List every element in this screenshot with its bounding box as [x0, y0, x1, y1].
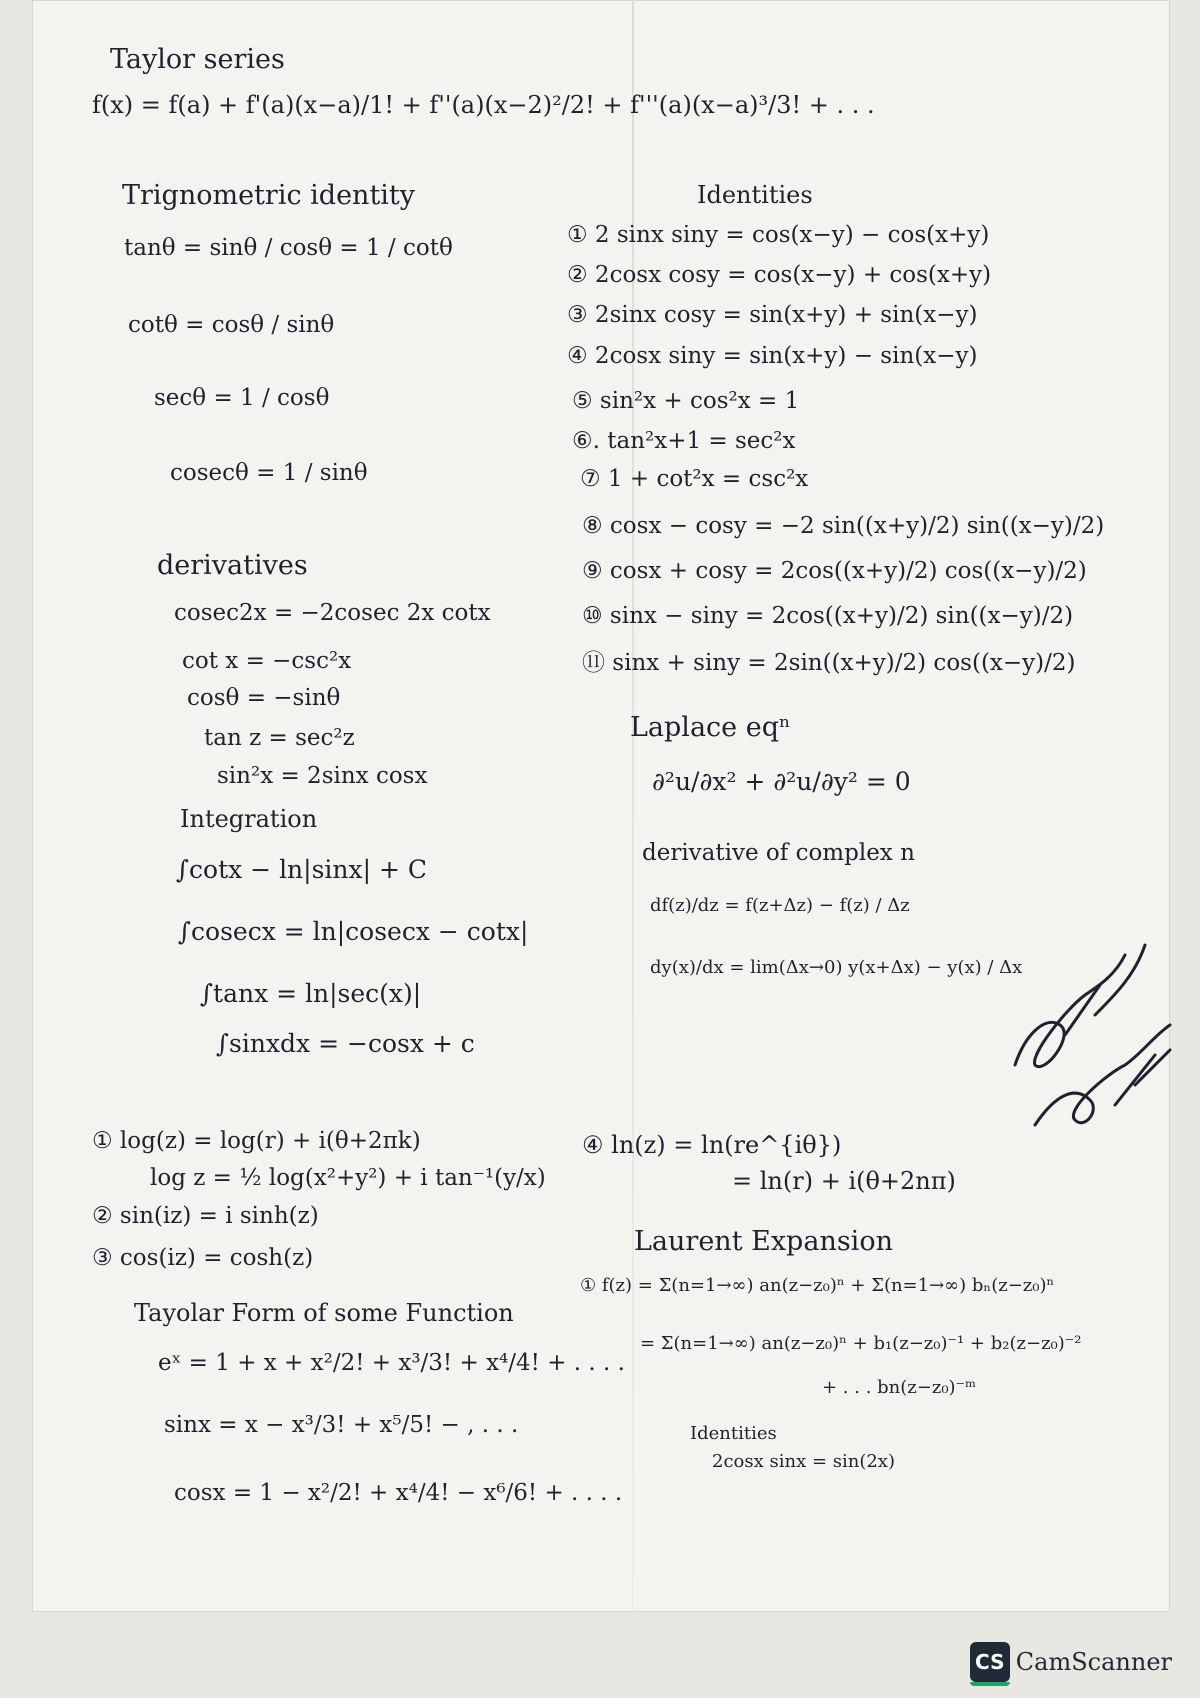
identity-9: ⑨ cosx + cosy = 2cos((x+y)/2) cos((x−y)/2)	[582, 558, 1087, 584]
integration-line-3: ∫tanx = ln|sec(x)|	[200, 979, 422, 1008]
derivative-line-2: cot x = −csc²x	[182, 648, 352, 674]
identity-10: ⑩ sinx − siny = 2cos((x+y)/2) sin((x−y)/2)	[582, 603, 1074, 629]
taylor-title: Taylor series	[110, 44, 285, 75]
approval-signature	[1005, 915, 1180, 1145]
identities-title: Identities	[697, 181, 813, 209]
trig-line-cosec: cosecθ = 1 / sinθ	[170, 460, 368, 486]
laplace-equation: ∂²u/∂x² + ∂²u/∂y² = 0	[652, 767, 911, 796]
identity-11: ⑪ sinx + siny = 2sin((x+y)/2) cos((x−y)/2)	[582, 650, 1076, 676]
complex-log-line-4: ③ cos(iz) = cosh(z)	[92, 1245, 314, 1271]
derivative-line-1: cosec2x = −2cosec 2x cotx	[174, 600, 491, 626]
integration-line-4: ∫sinxdx = −cosx + c	[216, 1029, 475, 1058]
integration-line-2: ∫cosecx = ln|cosecx − cotx|	[178, 917, 529, 946]
derivative-line-3: cosθ = −sinθ	[187, 685, 341, 711]
identity-8: ⑧ cosx − cosy = −2 sin((x+y)/2) sin((x−y)/2)	[582, 513, 1105, 539]
integration-line-1: ∫cotx − ln|sinx| + C	[176, 855, 428, 884]
laplace-title: Laplace eqⁿ	[630, 712, 791, 743]
complex-derivative-line-2: dy(x)/dx = lim(Δx→0) y(x+Δx) − y(x) / Δx	[650, 957, 1023, 978]
identity-4: ④ 2cosx siny = sin(x+y) − sin(x−y)	[567, 343, 978, 369]
taylor-form-sin: sinx = x − x³/3! + x⁵/5! − , . . .	[164, 1412, 519, 1438]
ln-z-line-2: = ln(r) + i(θ+2nπ)	[732, 1167, 956, 1195]
identities2-line-1: 2cosx sinx = sin(2x)	[712, 1451, 895, 1472]
derivative-line-5: sin²x = 2sinx cosx	[217, 763, 428, 789]
taylor-form-exp: eˣ = 1 + x + x²/2! + x³/3! + x⁴/4! + . . . .	[158, 1350, 625, 1376]
derivatives-title: derivatives	[157, 550, 308, 581]
identity-3: ③ 2sinx cosy = sin(x+y) + sin(x−y)	[567, 302, 978, 328]
laurent-line-3: + . . . bn(z−z₀)⁻ᵐ	[822, 1377, 977, 1398]
trig-line-cot: cotθ = cosθ / sinθ	[128, 312, 335, 338]
derivative-line-4: tan z = sec²z	[204, 725, 355, 751]
identity-7: ⑦ 1 + cot²x = csc²x	[580, 466, 809, 492]
camscanner-badge: CS	[970, 1642, 1010, 1682]
trig-line-tan: tanθ = sinθ / cosθ = 1 / cotθ	[124, 235, 453, 261]
trig-title: Trignometric identity	[122, 180, 416, 211]
camscanner-wordmark: CamScanner	[1015, 1648, 1172, 1676]
complex-log-line-2: log z = ½ log(x²+y²) + i tan⁻¹(y/x)	[150, 1165, 546, 1191]
integration-title: Integration	[180, 805, 318, 833]
laurent-title: Laurent Expansion	[634, 1226, 893, 1257]
identity-1: ① 2 sinx siny = cos(x−y) − cos(x+y)	[567, 222, 990, 248]
camscanner-logo	[970, 1640, 1172, 1684]
identity-5: ⑤ sin²x + cos²x = 1	[572, 388, 800, 414]
complex-derivative-line-1: df(z)/dz = f(z+Δz) − f(z) / Δz	[650, 895, 910, 916]
identity-6: ⑥. tan²x+1 = sec²x	[572, 428, 796, 454]
taylor-form-cos: cosx = 1 − x²/2! + x⁴/4! − x⁶/6! + . . . .	[174, 1480, 623, 1506]
ln-z-line-1: ④ ln(z) = ln(re^{iθ})	[582, 1131, 842, 1159]
taylor-forms-title: Tayolar Form of some Function	[134, 1299, 514, 1327]
complex-derivative-title: derivative of complex n	[642, 840, 915, 866]
trig-line-sec: secθ = 1 / cosθ	[154, 385, 330, 411]
laurent-line-1: ① f(z) = Σ(n=1→∞) an(z−z₀)ⁿ + Σ(n=1→∞) bₙ(z−z₀)ⁿ	[580, 1275, 1055, 1296]
complex-log-line-1: ① log(z) = log(r) + i(θ+2πk)	[92, 1128, 421, 1154]
laurent-line-2: = Σ(n=1→∞) an(z−z₀)ⁿ + b₁(z−z₀)⁻¹ + b₂(z−z₀)⁻²	[640, 1333, 1082, 1354]
identity-2: ② 2cosx cosy = cos(x−y) + cos(x+y)	[567, 262, 992, 288]
taylor-formula: f(x) = f(a) + f'(a)(x−a)/1! + f''(a)(x−2)²/2! + f'''(a)(x−a)³/3! + . . .	[92, 91, 875, 119]
scanned-page	[32, 0, 1170, 1612]
identities2-title: Identities	[690, 1423, 777, 1444]
complex-log-line-3: ② sin(iz) = i sinh(z)	[92, 1203, 319, 1229]
